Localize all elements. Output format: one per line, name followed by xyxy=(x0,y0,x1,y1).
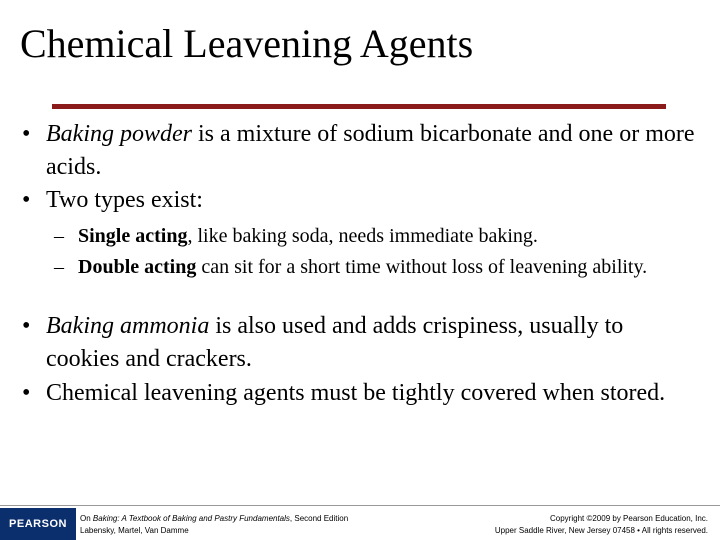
bullet-storage xyxy=(22,377,702,410)
book-prefix: On xyxy=(80,514,93,523)
bullet-dot: • xyxy=(22,380,31,406)
bullet-two-types xyxy=(22,184,702,217)
bullet-text xyxy=(46,118,702,184)
pearson-logo: PEARSON xyxy=(0,508,76,540)
bullet-text xyxy=(46,310,702,376)
copyright-line-2: Upper Saddle River, New Jersey 07458 • All rights reserved. xyxy=(494,526,708,535)
term-baking-powder: Baking powder xyxy=(46,121,192,147)
bullet-dot: • xyxy=(22,187,31,213)
book-title: Baking: A Textbook of Baking and Pastry Fundamentals xyxy=(92,514,290,523)
subbullet-single-acting xyxy=(54,223,704,249)
slide-title: Chemical Leavening Agents xyxy=(20,21,474,66)
bullet-dot: • xyxy=(22,313,31,339)
term-baking-ammonia: Baking ammonia xyxy=(46,313,210,339)
subbullet-text xyxy=(78,254,704,280)
bullet-text: Two types exist: xyxy=(46,187,203,213)
footer-divider xyxy=(0,505,720,506)
subbullet-text xyxy=(78,223,704,249)
bullet-baking-ammonia xyxy=(22,310,702,376)
title-divider xyxy=(52,104,666,109)
subbullet-double-acting xyxy=(54,254,704,280)
term-double-acting: Double acting xyxy=(78,256,197,278)
book-citation xyxy=(80,513,348,537)
book-edition: , Second Edition xyxy=(289,514,349,523)
bullet-baking-powder xyxy=(22,118,702,184)
book-title-line xyxy=(80,513,348,525)
bullet-rest: is a mixture of sodium bicarbonate and one or more acids. xyxy=(46,121,695,180)
subbullet-rest: , like baking soda, needs immediate baking. xyxy=(187,225,538,247)
bullet-dot: • xyxy=(22,121,31,147)
subbullet-dash: – xyxy=(54,256,64,278)
copyright-line-1: Copyright ©2009 by Pearson Education, Inc. xyxy=(550,514,708,523)
term-single-acting: Single acting xyxy=(78,225,188,247)
copyright-notice xyxy=(495,513,708,537)
subbullet-dash: – xyxy=(54,225,64,247)
book-authors: Labensky, Martel, Van Damme xyxy=(80,526,189,535)
bullet-text: Chemical leavening agents must be tightly covered when stored. xyxy=(46,380,666,406)
subbullet-rest: can sit for a short time without loss of leavening ability. xyxy=(196,256,648,278)
bullet-rest: is also used and adds crispiness, usually to cookies and crackers. xyxy=(46,313,624,372)
